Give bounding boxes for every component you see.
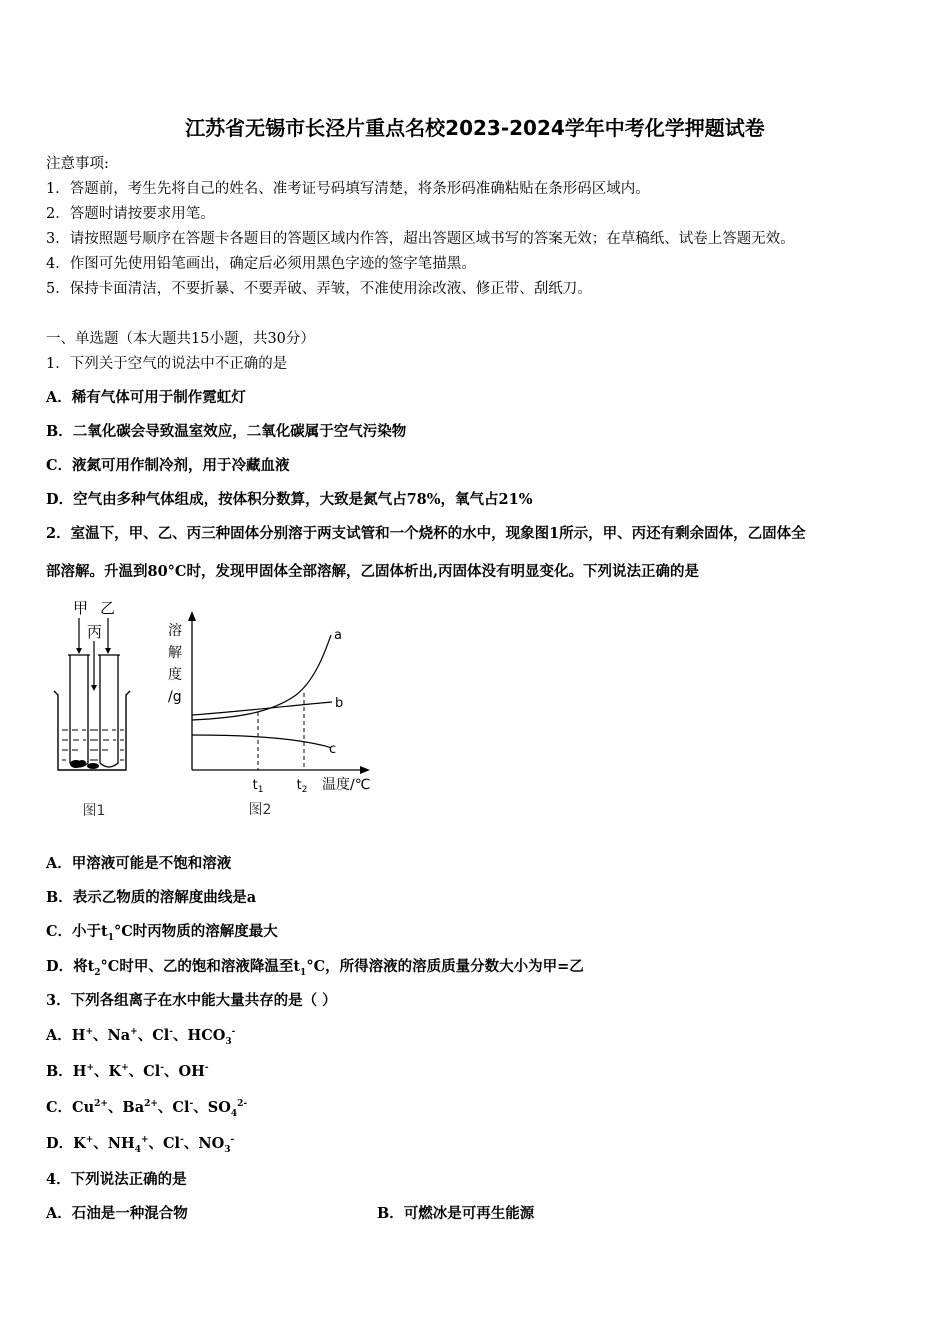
figure-2 bbox=[168, 611, 370, 818]
note-item: 1．答题前，考生先将自己的姓名、准考证号码填写清楚，将条形码准确粘贴在条形码区域内。 bbox=[46, 181, 650, 197]
q3-option-d: D．K+、$NH_4^+$、Cl-、$NO_3^-$ bbox=[46, 1135, 235, 1155]
question-4-stem: 4．下列说法正确的是 bbox=[46, 1171, 187, 1188]
x-axis-label: 温度/℃ bbox=[322, 777, 371, 793]
note-item: 2．答题时请按要求用笔。 bbox=[46, 206, 215, 222]
fig1-caption: 图1 bbox=[82, 803, 106, 819]
t2-label: $t_2$ bbox=[296, 778, 308, 795]
q4-option-b: B．可燃冰是可再生能源 bbox=[377, 1205, 535, 1222]
label-bing: 丙 bbox=[87, 623, 103, 641]
question-3-stem: 3．下列各组离子在水中能大量共存的是（ ） bbox=[46, 992, 337, 1009]
q3-option-c: C．$Cu^{2+}$、$Ba^{2+}$、Cl-、$SO_4^{2-}$ bbox=[46, 1099, 248, 1119]
y-label: 度 bbox=[168, 667, 182, 683]
y-label: /g bbox=[168, 689, 182, 705]
q2-option-c: C．小于$t_1^\circ C$时丙物质的溶解度最大 bbox=[46, 923, 278, 943]
q1-option-b: B．二氧化碳会导致温室效应，二氧化碳属于空气污染物 bbox=[46, 423, 407, 440]
label-jia: 甲 bbox=[73, 599, 89, 617]
y-label: 溶 bbox=[168, 623, 182, 639]
figure-1 bbox=[54, 599, 130, 819]
note-item: 4．作图可先使用铅笔画出，确定后必须用黑色字迹的签字笔描黑。 bbox=[46, 256, 476, 272]
t1-label: $t_1$ bbox=[252, 778, 264, 795]
q1-option-c: C．液氮可用作制冷剂，用于冷藏血液 bbox=[46, 457, 290, 474]
note-item: 3．请按照题号顺序在答题卡各题目的答题区域内作答，超出答题区域书写的答案无效；在草稿纸、试卷上答题无效。 bbox=[46, 231, 795, 247]
curve-c-label: c bbox=[329, 742, 337, 757]
y-label: 解 bbox=[168, 645, 182, 661]
curve-a-label: a bbox=[334, 628, 342, 643]
q3-option-a: A．H+、Na+、Cl-、$HCO_3^-$ bbox=[46, 1027, 236, 1047]
q1-option-d: D．空气由多种气体组成，按体积分数算，大致是氮气占78%，氧气占21% bbox=[46, 491, 533, 508]
q2-option-b: B．表示乙物质的溶解度曲线是a bbox=[46, 889, 257, 906]
page-title: 江苏省无锡市长泾片重点名校2023-2024学年中考化学押题试卷 bbox=[185, 116, 765, 140]
question-2-stem: 2．室温下，甲、乙、丙三种固体分别溶于两支试管和一个烧杯的水中，现象图1所示，甲、丙还有剩余固体，乙固体全 bbox=[46, 525, 806, 542]
note-item: 5．保持卡面清洁，不要折暴、不要弄破、弄皱，不准使用涂改液、修正带、刮纸刀。 bbox=[46, 281, 592, 297]
fig2-caption: 图2 bbox=[248, 802, 272, 818]
q2-option-a: A．甲溶液可能是不饱和溶液 bbox=[46, 855, 232, 872]
curve-a bbox=[192, 635, 331, 720]
curve-c bbox=[192, 735, 331, 748]
q1-option-a: A．稀有气体可用于制作霓虹灯 bbox=[46, 389, 246, 406]
curve-b bbox=[192, 702, 332, 715]
section-heading: 一、单选题（本大题共15小题，共30分） bbox=[46, 331, 315, 347]
q3-option-b: B．H+、K+、Cl-、OH- bbox=[46, 1063, 209, 1080]
notes-heading: 注意事项: bbox=[46, 156, 109, 172]
solubility-figure bbox=[46, 595, 386, 825]
label-yi: 乙 bbox=[100, 599, 116, 617]
question-1-stem: 1．下列关于空气的说法中不正确的是 bbox=[46, 356, 288, 372]
curve-b-label: b bbox=[335, 696, 344, 711]
question-2-stem-cont: 部溶解。升温到80°C时，发现甲固体全部溶解，乙固体析出,丙固体没有明显变化。下列说法正确的是 bbox=[46, 563, 700, 580]
q4-option-a: A．石油是一种混合物 bbox=[46, 1205, 188, 1222]
q2-option-d: D．将$t_2^\circ C$时甲、乙的饱和溶液降温至$t_1^\circ C$，所得溶液的溶质质量分数大小为甲=乙 bbox=[46, 958, 584, 978]
